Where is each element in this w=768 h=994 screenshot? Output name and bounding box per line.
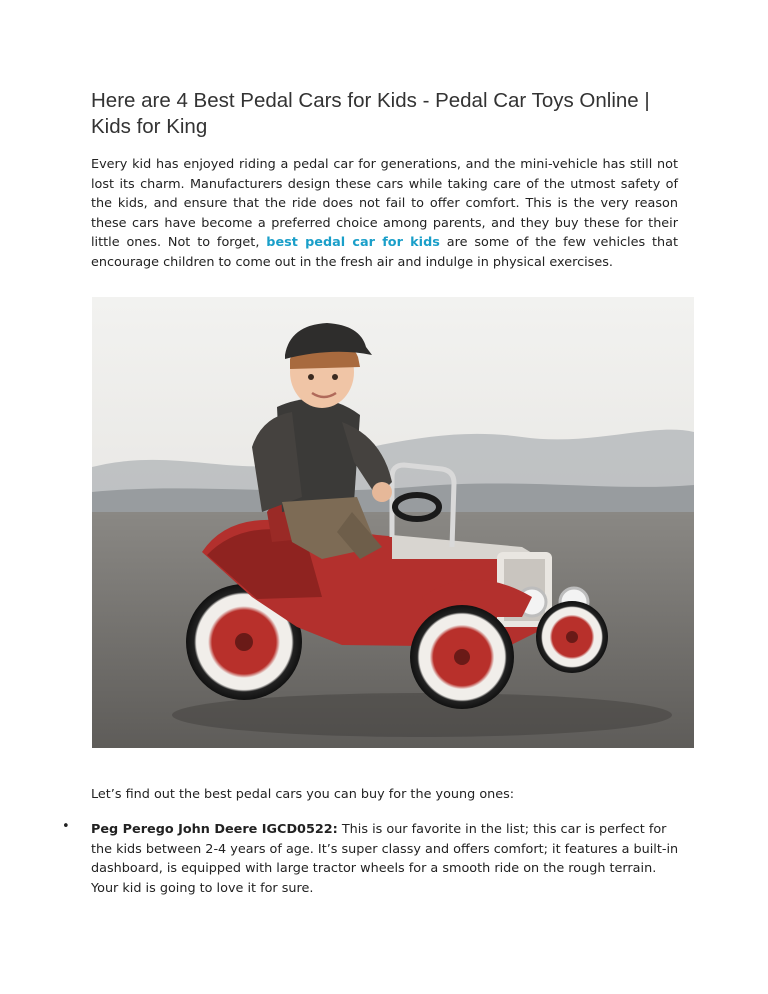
list-item-description: This is our favorite in the list; this car is perfect for the kids between 2-4 years of age. It’s super classy and offers comfort; it features a built-in dashboard, is equipped with large tractor wheels for a smooth ride on the rough terrain. Your kid is going to love it for sure. — [91, 822, 679, 896]
boy-on-pedal-car-photo — [92, 297, 694, 748]
list-item-product-name: Peg Perego John Deere IGCD0522: — [91, 822, 338, 837]
intro-paragraph — [91, 155, 678, 272]
list-lead-in: Let’s find out the best pedal cars you can buy for the young ones: — [91, 787, 515, 802]
intro-text-before-link: Every kid has enjoyed riding a pedal car for generations, and the mini-vehicle has still not lost its charm. Manufacturers design these cars while taking care of the utmost safety of the kids, and ensure that the ride does not fail to offer comfort. This is the very reason these cars have become a preferred choice among parents, and they buy these for their little ones. Not to forget, — [91, 157, 678, 250]
list-bullet: • — [62, 819, 70, 834]
intro-text-after-link: are some of the few vehicles that encourage children to come out in the fresh air and indulge in physical exercises. — [91, 235, 679, 270]
list-item — [91, 820, 681, 898]
article-title: Here are 4 Best Pedal Cars for Kids - Pedal Car Toys Online | Kids for King — [91, 89, 650, 138]
best-pedal-car-link[interactable]: best pedal car for kids — [266, 235, 440, 250]
